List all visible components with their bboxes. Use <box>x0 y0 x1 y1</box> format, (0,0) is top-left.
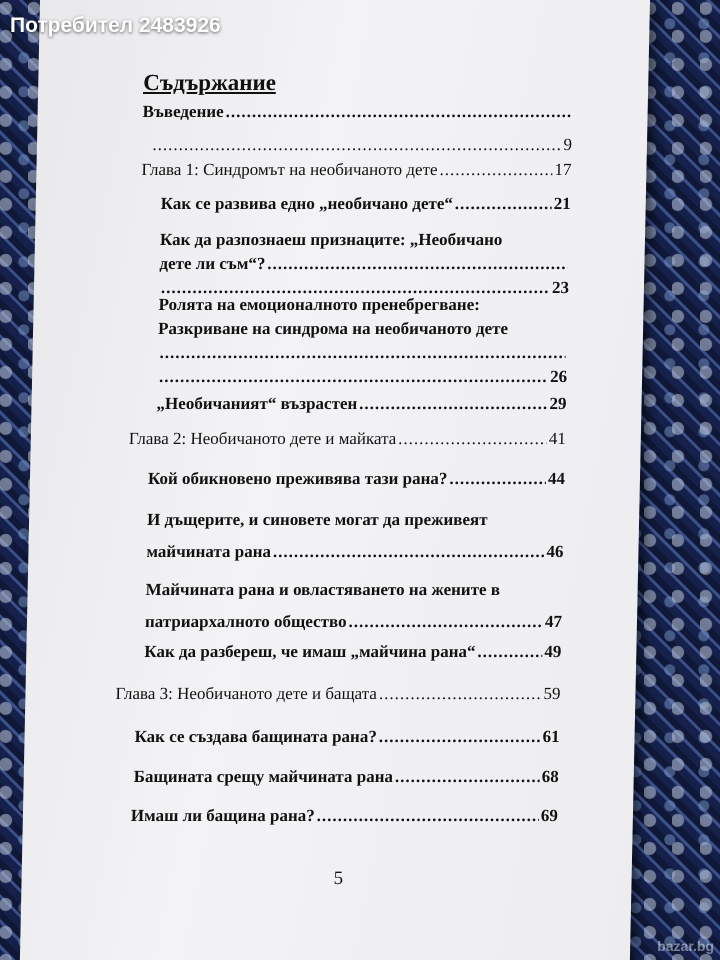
leader-dots <box>316 804 539 828</box>
toc-chapter-3 <box>115 682 561 706</box>
user-label: Потребител 2483926 <box>10 14 221 37</box>
toc-entry-text: И дъщерите, и синовете могат да преживеят <box>146 510 488 529</box>
toc-entry <box>157 293 569 389</box>
toc-entry-text-2: патриархалното общество <box>144 612 347 631</box>
toc-page: 69 <box>540 806 559 825</box>
toc-entry-text: Глава 3: Необичаното дете и бащата <box>115 684 378 703</box>
toc-entry <box>145 578 563 634</box>
toc-entry-text-2: дете ли съм“? <box>159 254 266 273</box>
leader-dots <box>398 427 547 451</box>
toc-entry-text-2: Разкриване на синдрома на необичаното дете <box>157 319 509 338</box>
toc-entry-text: Глава 1: Синдромът на необичаното дете <box>141 160 438 179</box>
toc-page: 41 <box>548 429 567 448</box>
toc-page: 46 <box>546 542 564 561</box>
leader-dots <box>359 392 548 416</box>
toc-entry-text: Глава 2: Необичаното дете и майката <box>128 429 397 448</box>
toc-entry-text: Как се създава бащината рана? <box>134 727 378 746</box>
leader-dots <box>379 682 542 706</box>
leader-dots <box>273 540 545 564</box>
table-of-contents <box>20 0 650 960</box>
toc-page: 68 <box>541 767 559 786</box>
toc-entry <box>144 640 562 664</box>
toc-entry-text-2: майчината рана <box>146 542 272 561</box>
leader-dots <box>348 610 543 634</box>
toc-page: 21 <box>553 194 571 213</box>
leader-dots <box>159 341 566 365</box>
toc-entry-text: Как да разпознаеш признаците: „Необичано <box>159 230 503 249</box>
leader-dots <box>395 765 540 789</box>
toc-entry-text: Бащината срещу майчината рана <box>133 767 394 786</box>
toc-entry-text: Майчината рана и овластяването на жените в <box>145 580 501 599</box>
toc-page: 59 <box>543 684 561 703</box>
leader-dots <box>152 133 562 157</box>
toc-page: 47 <box>544 612 563 631</box>
book-page <box>20 0 650 960</box>
leader-dots <box>449 467 546 491</box>
toc-entry-text: Кой обикновено преживява тази рана? <box>147 469 448 488</box>
toc-chapter-2 <box>129 427 567 451</box>
toc-chapter-1-title <box>141 158 572 182</box>
toc-chapter-1 <box>142 133 573 157</box>
leader-dots <box>379 725 541 749</box>
toc-entry-text: Как да разбереш, че имаш „майчина рана“ <box>144 642 476 661</box>
toc-entry <box>131 804 559 828</box>
toc-page: 9 <box>563 135 573 154</box>
toc-title: Съдържание <box>143 70 277 95</box>
toc-entry <box>160 192 571 216</box>
leader-dots <box>455 192 552 216</box>
toc-page: 23 <box>551 278 570 297</box>
leader-dots <box>439 158 552 182</box>
toc-entry-text: Имаш ли бащина рана? <box>130 806 315 825</box>
toc-entry-text: Въведение <box>142 102 224 121</box>
toc-entry-text: Как се развива едно „необичано дете“ <box>160 194 454 213</box>
toc-entry-text: Ролята на емоционалното пренебрегване: <box>158 295 481 314</box>
toc-entry <box>146 508 564 564</box>
toc-page: 61 <box>542 727 560 746</box>
toc-entry <box>156 392 567 416</box>
leader-dots <box>159 365 549 389</box>
toc-entry <box>134 725 560 749</box>
toc-page: 49 <box>544 642 562 661</box>
toc-page: 29 <box>549 394 567 413</box>
leader-dots <box>267 252 568 276</box>
leader-dots <box>225 100 570 124</box>
toc-entry <box>148 467 566 491</box>
watermark: bazar.bg <box>657 938 714 954</box>
toc-entry <box>142 100 573 124</box>
toc-page: 17 <box>554 160 572 179</box>
toc-page: 26 <box>549 367 568 386</box>
page-number: 5 <box>333 868 344 889</box>
leader-dots <box>477 640 542 664</box>
toc-entry <box>159 228 571 300</box>
toc-entry-text: „Необичаният“ възрастен <box>156 394 358 413</box>
toc-page: 44 <box>547 469 566 488</box>
toc-entry <box>133 765 559 789</box>
